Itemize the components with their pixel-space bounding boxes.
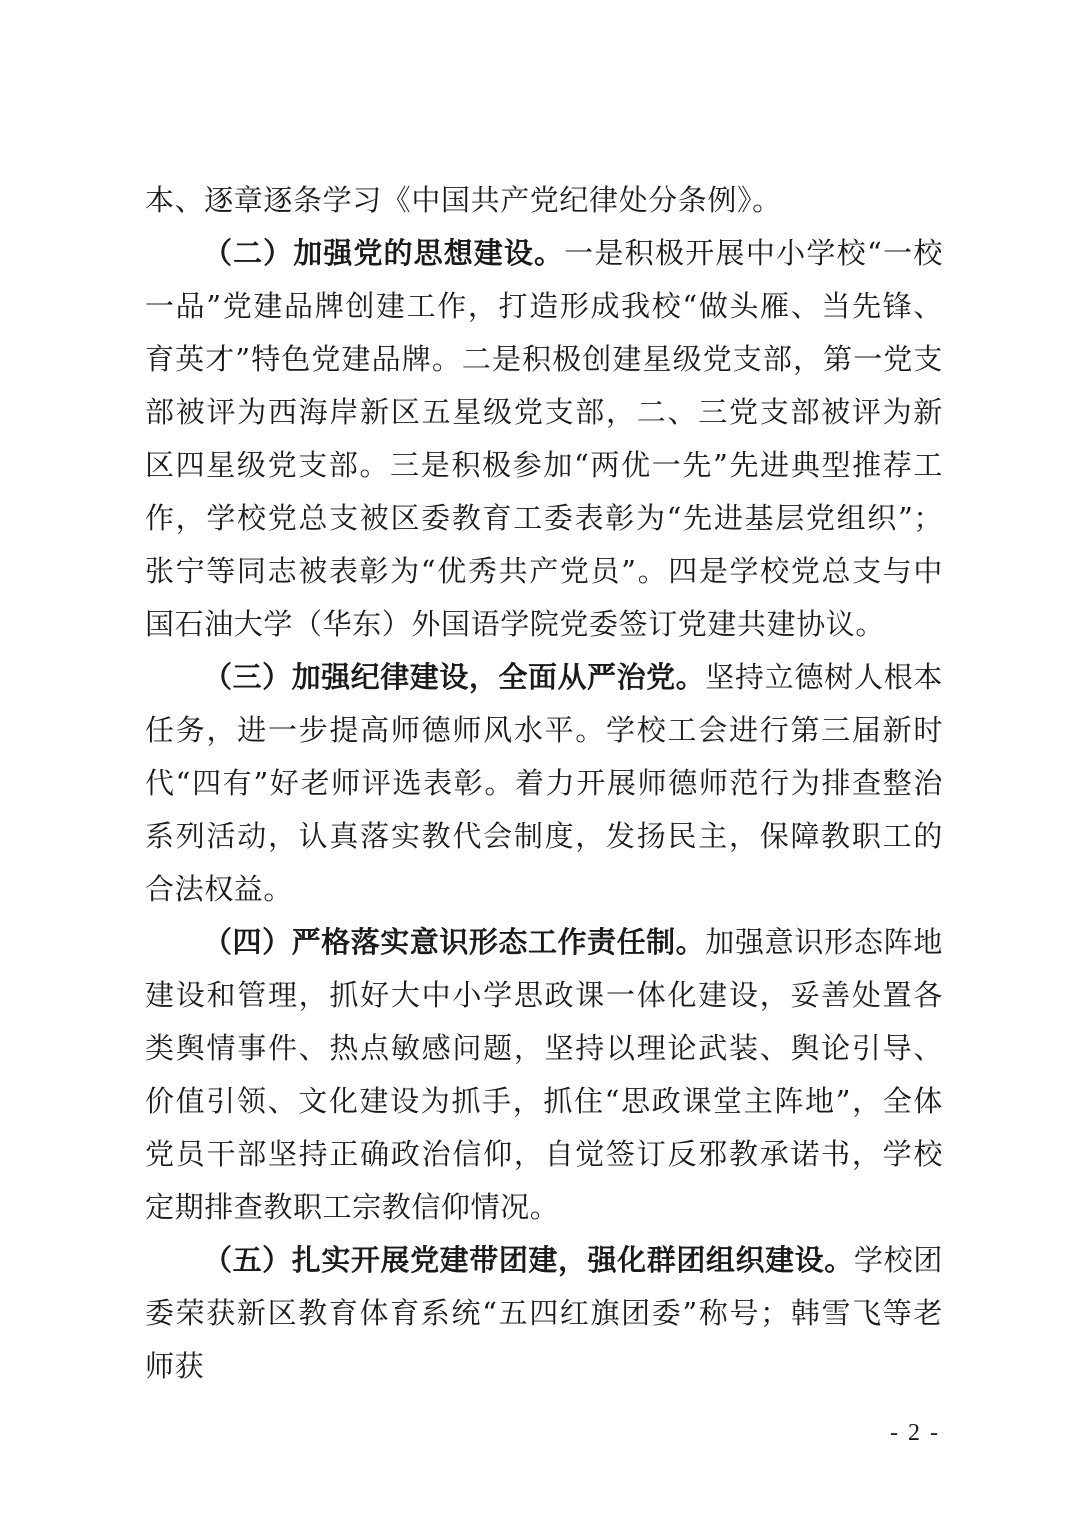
paragraph-heading: （二）加强党的思想建设。 bbox=[203, 236, 565, 270]
paragraph-text: 一是积极开展中小学校“一校一品”党建品牌创建工作，打造形成我校“做头雁、当先锋、育英才”特色党建品牌。二是积极创建星级党支部，第一党支部被评为西海岸新区五星级党支部，二、三党支部被评为新区四星级党支部。三是积极参加“两优一先”先进典型推荐工作，学校党总支被区委教育工委表彰为“先进基层党组织”；张宁等同志被表彰为“优秀共产党员”。四是学校党总支与中国石油大学（华东）外国语学院党委签订党建共建协议。 bbox=[145, 236, 943, 641]
paragraph-text: 学校团委荣获新区教育体育系统“五四红旗团委”称号；韩雪飞等老师获 bbox=[145, 1243, 943, 1383]
paragraph-discipline-building bbox=[145, 651, 943, 916]
page-number: - 2 - bbox=[890, 1420, 940, 1446]
document-body bbox=[145, 174, 943, 1393]
paragraph-text: 加强意识形态阵地建设和管理，抓好大中小学思政课一体化建设，妥善处置各类舆情事件、热点敏感问题，坚持以理论武装、舆论引导、价值引领、文化建设为抓手，抓住“思政课堂主阵地”，全体党员干部坚持正确政治信仰，自觉签订反邪教承诺书，学校定期排查教职工宗教信仰情况。 bbox=[145, 925, 943, 1224]
paragraph-text: 坚持立德树人根本任务，进一步提高师德师风水平。学校工会进行第三届新时代“四有”好老师评选表彰。着力开展师德师范行为排查整治系列活动，认真落实教代会制度，发扬民主，保障教职工的合法权益。 bbox=[145, 660, 943, 906]
paragraph-heading: （四）严格落实意识形态工作责任制。 bbox=[203, 925, 706, 959]
paragraph-ideological-building bbox=[145, 227, 943, 651]
paragraph-heading: （三）加强纪律建设，全面从严治党。 bbox=[203, 660, 706, 694]
paragraph-heading: （五）扎实开展党建带团建，强化群团组织建设。 bbox=[203, 1243, 854, 1277]
paragraph-ideology-responsibility bbox=[145, 916, 943, 1234]
paragraph-text: 本、逐章逐条学习《中国共产党纪律处分条例》。 bbox=[145, 183, 782, 217]
paragraph-continuation bbox=[145, 174, 943, 227]
paragraph-league-building bbox=[145, 1234, 943, 1393]
